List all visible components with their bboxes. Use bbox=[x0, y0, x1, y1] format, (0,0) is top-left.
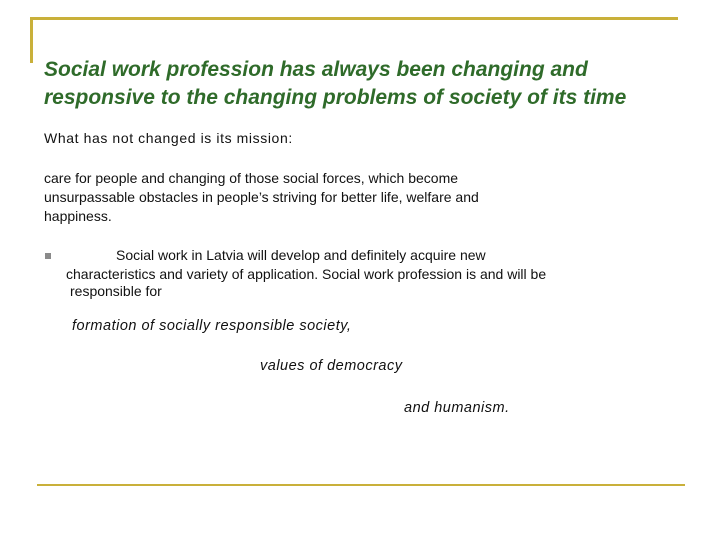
paragraph-line: happiness. bbox=[44, 208, 112, 224]
paragraph-line: unsurpassable obstacles in people’s striving for better life, welfare and bbox=[44, 189, 479, 205]
left-rule bbox=[30, 17, 33, 63]
bottom-rule bbox=[37, 484, 685, 486]
slide-title: Social work profession has always been changing and responsive to the changing problems of society of its time bbox=[44, 58, 627, 109]
bullet-line: Social work in Latvia will develop and definitely acquire new bbox=[116, 247, 486, 263]
paragraph-line: care for people and changing of those social forces, which become bbox=[44, 170, 459, 186]
bullet-paragraph bbox=[66, 246, 706, 298]
top-rule bbox=[30, 17, 678, 20]
bullet-line: characteristics and variety of application. Social work profession is and will be bbox=[66, 266, 547, 282]
slide-subtitle: What has not changed is its mission: bbox=[44, 130, 293, 146]
bullet-line: responsible for bbox=[70, 283, 162, 299]
responsibility-item: formation of socially responsible society, bbox=[72, 318, 352, 334]
responsibility-item: and humanism. bbox=[404, 400, 510, 416]
bullet-icon bbox=[45, 253, 51, 259]
responsibility-item: values of democracy bbox=[260, 358, 403, 374]
mission-paragraph bbox=[44, 169, 644, 226]
